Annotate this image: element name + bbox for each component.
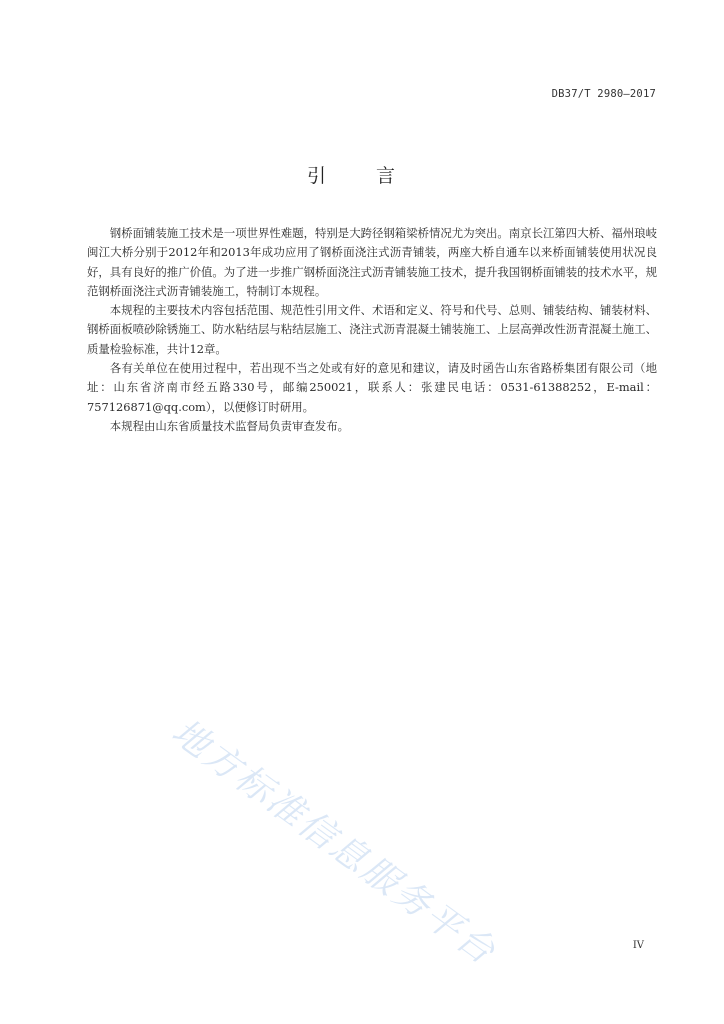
page-number: IV [632,940,644,951]
paragraph-intro: 钢桥面铺装施工技术是一项世界性难题，特别是大跨径钢箱梁桥情况尤为突出。南京长江第四大桥、福州琅岐闽江大桥分别于2012年和2013年成功应用了钢桥面浇注式沥青铺装，两座大桥自通车以来桥面铺装使用状况良好，具有良好的推广价值。为了进一步推广钢桥面浇注式沥青铺装施工技术，提升我国钢桥面铺装的技术水平，规范钢桥面浇注式沥青铺装施工，特制订本规程。 [87,226,657,298]
paragraph-issuer: 本规程由山东省质量技术监督局负责审查发布。 [109,418,350,433]
paragraph-contents: 本规程的主要技术内容包括范围、规范性引用文件、术语和定义、符号和代号、总则、铺装结构、铺装材料、钢桥面板喷砂除锈施工、防水粘结层与粘结层施工、浇注式沥青混凝土铺装施工、上层高弹改性沥青混凝土施工、质量检验标准，共计12章。 [87,303,657,356]
standard-code: DB37/T 2980—2017 [551,88,656,100]
paragraph-feedback: 各有关单位在使用过程中，若出现不当之处或有好的意见和建议，请及时函告山东省路桥集团有限公司（地址：山东省济南市经五路330号，邮编250021，联系人：张建民电话：0531-61388252，E-mail：757126871@qq.com），以便修订时研用。 [87,361,657,414]
watermark: 地方标准信息服务平台 [164,711,504,974]
body-text [87,224,657,436]
page-title: 引 言 [306,165,418,187]
